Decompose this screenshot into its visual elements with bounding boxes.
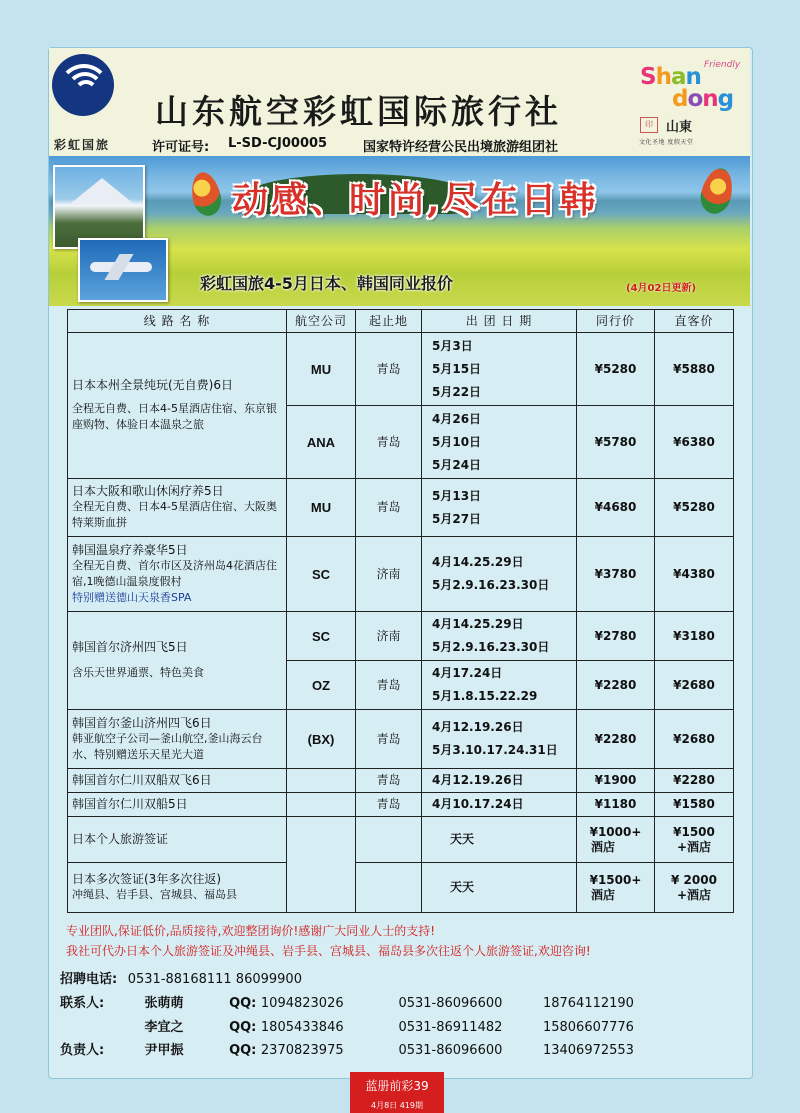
trade-price-cell: ¥2780 [577, 612, 655, 661]
dates-cell: 5月3日 5月15日 5月22日 [422, 333, 577, 406]
mobile-number: 15806607776 [542, 1020, 634, 1035]
route-name: 韩国首尔釜山济州四飞6日 [72, 715, 212, 730]
city-cell: 青岛 [356, 793, 422, 817]
price-list-title: 彩虹国旅4-5月日本、韩国同业报价 [200, 274, 453, 293]
city-cell: 济南 [356, 612, 422, 661]
visa-row [68, 863, 734, 913]
route-desc: 韩亚航空子公司—釜山航空,釜山海云台水、特别赠送乐天星光大道 [72, 731, 263, 761]
visa-name: 日本多次签证(3年多次往返) [72, 872, 221, 886]
city-cell-empty [356, 817, 422, 863]
price-table [67, 309, 734, 913]
logo-caption: 彩虹国旅 [54, 138, 111, 152]
city-cell: 青岛 [356, 661, 422, 710]
qq-label: QQ: [229, 1043, 257, 1058]
visa-cell [68, 863, 287, 913]
footer-issue: 4月8日 419期 [371, 1101, 423, 1110]
retail-price-cell: ¥6380 [655, 406, 734, 479]
contact-line [60, 992, 634, 1011]
mobile-number: 18764112190 [542, 996, 634, 1011]
shandong-cn: 山東 [666, 120, 693, 135]
retail-price-cell: ¥2280 [655, 769, 734, 793]
dates-cell: 天天 [422, 863, 577, 913]
mountain-icon [70, 178, 134, 204]
route-cell [68, 333, 287, 479]
retail-price-cell: ¥5880 [655, 333, 734, 406]
retail-price-cell: ¥3180 [655, 612, 734, 661]
company-name: 山东航空彩虹国际旅行社 [155, 92, 562, 131]
route-extra: 特别赠送德山天泉香SPA [72, 591, 192, 604]
route-desc: 全程无自费、首尔市区及济州岛4花酒店住宿,1晚德山温泉度假村 [72, 559, 277, 588]
license-number: L-SD-CJ00005 [228, 136, 328, 151]
table-row [68, 769, 734, 793]
mobile-number: 13406972553 [542, 1043, 634, 1058]
col-city: 起止地 [356, 310, 422, 333]
trade-price-cell: ¥2280 [577, 710, 655, 769]
dates-cell: 5月13日 5月27日 [422, 479, 577, 537]
city-cell: 青岛 [356, 710, 422, 769]
route-desc: 全程无自费、日本4-5星酒店住宿、东京银座购物、体验日本温泉之旅 [72, 402, 277, 431]
airline-cell [287, 793, 356, 817]
table-row [68, 479, 734, 537]
retail-price-cell: ¥ 2000 +酒店 [655, 863, 734, 913]
route-name: 韩国首尔仁川双船5日 [72, 797, 188, 811]
route-name: 韩国首尔仁川双船双飞6日 [72, 773, 212, 787]
contact-line [60, 1016, 634, 1035]
col-trade-price: 同行价 [577, 310, 655, 333]
city-cell: 青岛 [356, 333, 422, 406]
phone-number: 0531-86096600 [398, 1043, 503, 1058]
dates-cell: 天天 [422, 817, 577, 863]
table-row [68, 793, 734, 817]
route-cell [68, 710, 287, 769]
route-cell [68, 479, 287, 537]
airline-cell [287, 769, 356, 793]
retail-price-cell: ¥5280 [655, 479, 734, 537]
retail-price-cell: ¥2680 [655, 661, 734, 710]
airline-cell-empty [287, 817, 356, 913]
manager-name: 尹甲振 [144, 1043, 184, 1058]
trade-price-cell: ¥5780 [577, 406, 655, 479]
dates-cell: 4月17.24日 5月1.8.15.22.29 [422, 661, 577, 710]
table-row [68, 333, 734, 406]
city-cell: 青岛 [356, 406, 422, 479]
airline-cell: ANA [287, 406, 356, 479]
contact-name: 张萌萌 [144, 996, 184, 1011]
retail-price-cell: ¥2680 [655, 710, 734, 769]
shandong-friendly: Friendly [704, 60, 741, 70]
visa-row [68, 817, 734, 863]
manager-label: 负责人: [60, 1043, 105, 1058]
col-airline: 航空公司 [287, 310, 356, 333]
update-note: (4月02日更新) [626, 283, 697, 294]
dates-cell: 4月10.17.24日 [422, 793, 577, 817]
qq-number: 1805433846 [260, 1020, 344, 1035]
phone-number: 0531-86096600 [398, 996, 503, 1011]
airline-cell: MU [287, 479, 356, 537]
col-retail-price: 直客价 [655, 310, 734, 333]
trade-price-cell: ¥1500+ 酒店 [577, 863, 655, 913]
seal-icon: 印 [640, 117, 658, 133]
phone-number: 0531-86911482 [398, 1020, 503, 1035]
route-cell [68, 793, 287, 817]
route-cell [68, 612, 287, 710]
shandong-tagline: 文化圣地 度假天堂 [639, 139, 694, 146]
table-header-row [68, 310, 734, 333]
airline-cell: OZ [287, 661, 356, 710]
retail-price-cell: ¥1500 +酒店 [655, 817, 734, 863]
airline-cell: SC [287, 612, 356, 661]
airline-cell: SC [287, 537, 356, 612]
city-cell-empty [356, 863, 422, 913]
retail-price-cell: ¥4380 [655, 537, 734, 612]
qq-number: 1094823026 [260, 996, 344, 1011]
route-name: 日本大阪和歌山休闲疗养5日 [72, 484, 224, 498]
trade-price-cell: ¥1900 [577, 769, 655, 793]
route-cell [68, 537, 287, 612]
note-line: 专业团队,保证低价,品质接待,欢迎整团询价!感谢广大同业人士的支持! [66, 924, 436, 938]
dates-cell: 4月14.25.29日 5月2.9.16.23.30日 [422, 612, 577, 661]
license-label: 许可证号: [152, 140, 210, 155]
visa-cell [68, 817, 287, 863]
route-name: 日本本州全景纯玩(无自费)6日 [72, 378, 233, 392]
manager-line [60, 1039, 634, 1058]
trade-price-cell: ¥1000+ 酒店 [577, 817, 655, 863]
col-route: 线 路 名 称 [68, 310, 287, 333]
trade-price-cell: ¥4680 [577, 479, 655, 537]
table-row [68, 710, 734, 769]
col-dates: 出 团 日 期 [422, 310, 577, 333]
visa-desc: 冲绳县、岩手县、宫城县、福岛县 [72, 888, 237, 901]
footer-badge [350, 1072, 444, 1113]
trade-price-cell: ¥5280 [577, 333, 655, 406]
banner-slogan: 动感、时尚,尽在日韩 [232, 179, 599, 221]
visa-name: 日本个人旅游签证 [72, 832, 169, 846]
trade-price-cell: ¥1180 [577, 793, 655, 817]
dates-cell: 4月14.25.29日 5月2.9.16.23.30日 [422, 537, 577, 612]
contact-name: 李宜之 [144, 1020, 184, 1035]
table-row [68, 537, 734, 612]
dates-cell: 4月12.19.26日 5月3.10.17.24.31日 [422, 710, 577, 769]
shandong-logo-line2: dong [672, 86, 734, 112]
rainbow-logo-icon [52, 54, 114, 116]
route-name: 韩国温泉疗养豪华5日 [72, 543, 188, 557]
route-desc: 全程无自费、日本4-5星酒店住宿、大阪奥特莱斯血拼 [72, 500, 277, 529]
recruit-line [60, 968, 302, 987]
notes [66, 921, 591, 961]
trade-price-cell: ¥2280 [577, 661, 655, 710]
shandong-logo-line1: Shan [640, 64, 701, 90]
recruit-label: 招聘电话: [60, 972, 118, 987]
airline-cell: (BX) [287, 710, 356, 769]
footer-page-label: 蓝册前彩39 [365, 1079, 429, 1093]
retail-price-cell: ¥1580 [655, 793, 734, 817]
note-line: 我社可代办日本个人旅游签证及冲绳县、岩手县、宫城县、福岛县多次往返个人旅游签证,欢迎咨询! [66, 944, 591, 958]
contact-label: 联系人: [60, 996, 105, 1011]
recruit-phones: 0531-88168111 86099900 [127, 972, 302, 987]
city-cell: 青岛 [356, 769, 422, 793]
route-desc: 含乐天世界通票、特色美食 [72, 666, 204, 679]
trade-price-cell: ¥3780 [577, 537, 655, 612]
dates-cell: 4月26日 5月10日 5月24日 [422, 406, 577, 479]
airline-cell: MU [287, 333, 356, 406]
dates-cell: 4月12.19.26日 [422, 769, 577, 793]
qq-label: QQ: [229, 996, 257, 1011]
city-cell: 济南 [356, 537, 422, 612]
route-cell [68, 769, 287, 793]
qq-label: QQ: [229, 1020, 257, 1035]
authorization-text: 国家特许经营公民出境旅游组团社 [363, 140, 559, 155]
table-row [68, 612, 734, 661]
qq-number: 2370823975 [260, 1043, 344, 1058]
route-name: 韩国首尔济州四飞5日 [72, 640, 188, 654]
city-cell: 青岛 [356, 479, 422, 537]
